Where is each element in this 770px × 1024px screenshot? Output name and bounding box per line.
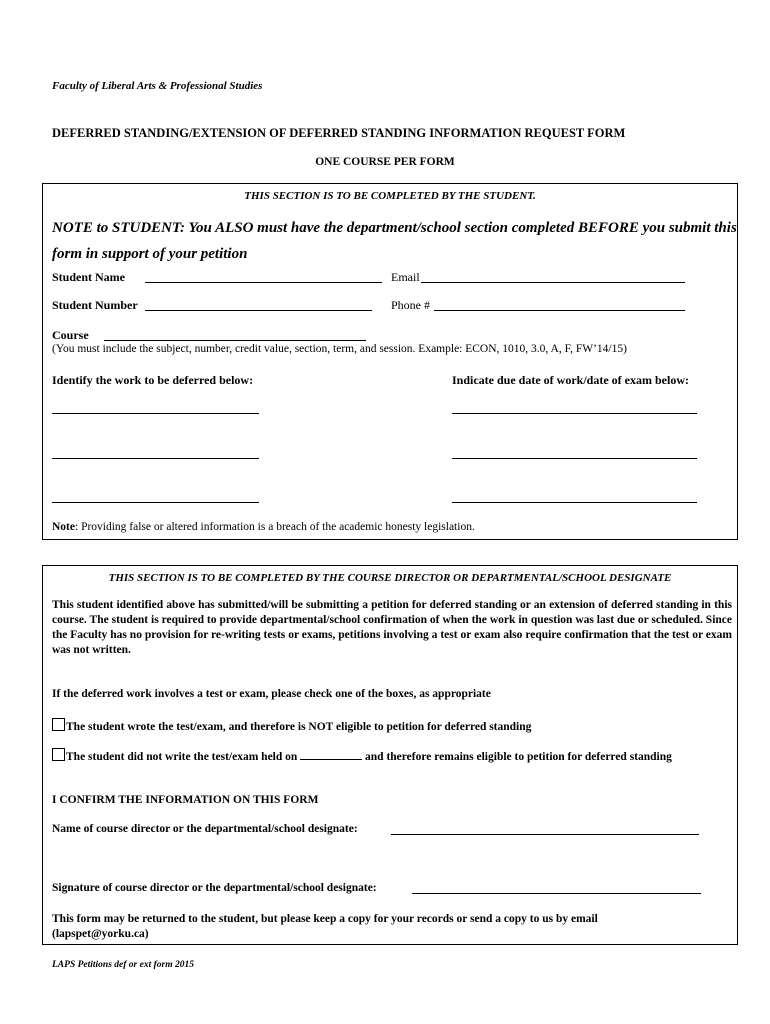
due-date-field-3[interactable] [452, 502, 697, 503]
option-not-written-label-a: The student did not write the test/exam held on [66, 751, 298, 763]
course-field[interactable] [104, 340, 366, 341]
form-footer: LAPS Petitions def or ext form 2015 [52, 960, 194, 970]
director-signature-label: Signature of course director or the departmental/school designate: [52, 882, 377, 894]
director-signature-field[interactable] [412, 893, 701, 894]
option-wrote-exam-label: The student wrote the test/exam, and therefore is NOT eligible to petition for deferred standing [66, 721, 532, 733]
check-instructions: If the deferred work involves a test or exam, please check one of the boxes, as appropriate [52, 688, 491, 700]
wrote-exam-checkbox[interactable] [52, 718, 65, 731]
director-paragraph: This student identified above has submitted/will be submitting a petition for deferred standing or an extension of deferred standing in this course. The student is required to provide departmental/school confirmation of when the work in question was last due or scheduled. Since the Faculty has no provision for re-writing tests or exams, petitions involving a test or exam also require confirmation that the test or exam was not written. [52, 599, 732, 656]
phone-field[interactable] [434, 310, 685, 311]
work-deferred-label: Identify the work to be deferred below: [52, 373, 254, 387]
work-field-1[interactable] [52, 413, 259, 414]
phone-label: Phone # [391, 298, 430, 312]
email-field[interactable] [421, 282, 685, 283]
due-date-field-1[interactable] [452, 413, 697, 414]
email-label: Email [391, 270, 420, 284]
form-title: DEFERRED STANDING/EXTENSION OF DEFERRED STANDING INFORMATION REQUEST FORM [52, 126, 626, 140]
exam-date-field[interactable] [300, 749, 362, 760]
honesty-note-text: : Providing false or altered information is a breach of the academic honesty legislation. [75, 521, 475, 533]
confirm-heading: I CONFIRM THE INFORMATION ON THIS FORM [52, 794, 319, 806]
not-written-checkbox[interactable] [52, 748, 65, 761]
student-name-label: Student Name [52, 270, 126, 284]
honesty-note [52, 521, 475, 533]
faculty-name: Faculty of Liberal Arts & Professional Studies [52, 80, 263, 92]
work-field-2[interactable] [52, 458, 259, 459]
note-to-student: NOTE to STUDENT: You ALSO must have the department/school section completed BEFORE you submit this form in support of your petition [52, 220, 737, 262]
option-wrote-exam [52, 718, 531, 733]
honesty-note-label: Note [52, 521, 75, 533]
option-not-written [52, 748, 672, 763]
option-not-written-label-b: and therefore remains eligible to petition for deferred standing [365, 751, 672, 763]
course-label: Course [52, 328, 89, 342]
course-hint: (You must include the subject, number, credit value, section, term, and session. Example: ECON, 1010, 3.0, A, F, FW’14/15) [52, 343, 627, 355]
director-name-field[interactable] [391, 834, 699, 835]
due-date-label: Indicate due date of work/date of exam below: [452, 373, 689, 387]
director-section-heading: THIS SECTION IS TO BE COMPLETED BY THE COURSE DIRECTOR OR DEPARTMENTAL/SCHOOL DESIGNATE [108, 572, 672, 584]
return-instructions: This form may be returned to the student, but please keep a copy for your records or send a copy to us by email (lapspet@yorku.ca) [52, 913, 598, 940]
student-number-label: Student Number [52, 298, 138, 312]
due-date-field-2[interactable] [452, 458, 697, 459]
student-name-field[interactable] [145, 282, 382, 283]
director-name-label: Name of course director or the departmental/school designate: [52, 823, 358, 835]
work-field-3[interactable] [52, 502, 259, 503]
form-subtitle: ONE COURSE PER FORM [315, 156, 455, 168]
student-number-field[interactable] [145, 310, 372, 311]
student-section-heading: THIS SECTION IS TO BE COMPLETED BY THE STUDENT. [244, 190, 536, 202]
